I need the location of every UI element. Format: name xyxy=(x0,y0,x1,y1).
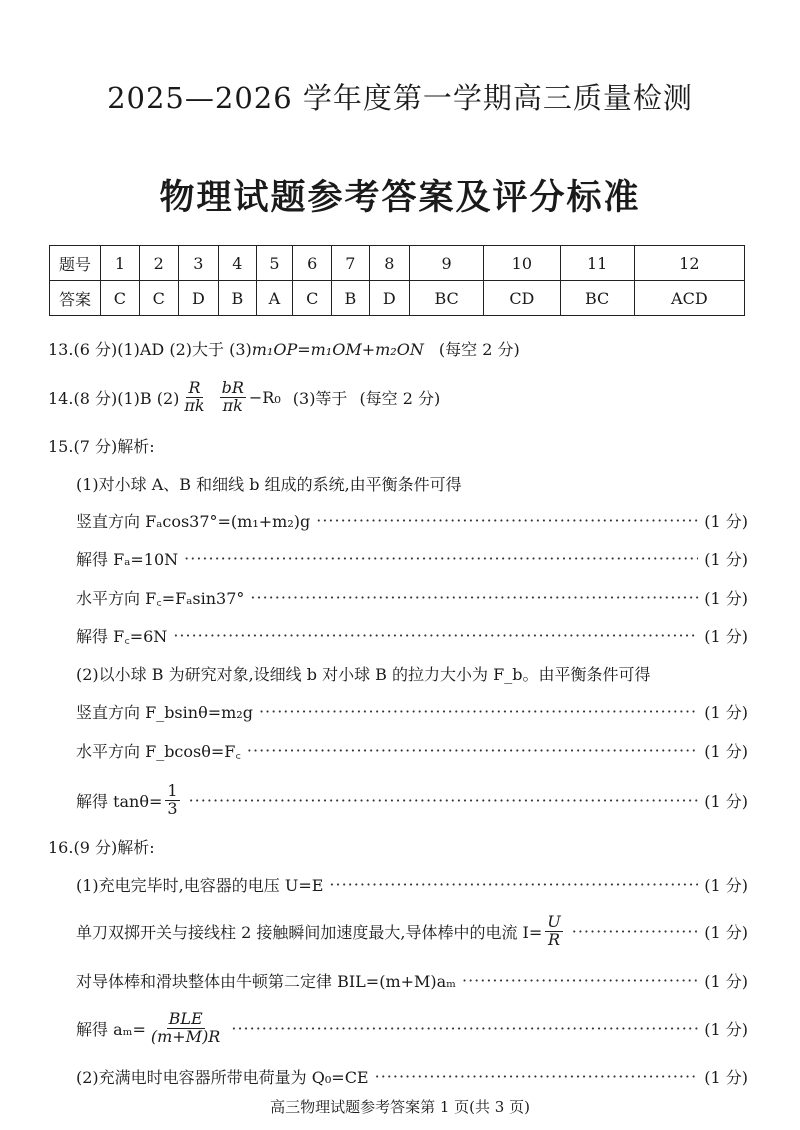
fraction-numerator: bR xyxy=(221,378,244,397)
step-text: 解得 aₘ= xyxy=(76,1019,146,1039)
q14-fraction-1 xyxy=(182,380,206,415)
step-text: 单刀双掷开关与接线柱 2 接触瞬间加速度最大,导体棒中的电流 I= xyxy=(76,922,543,942)
points-label: (1 分) xyxy=(704,791,748,811)
table-cell: 6 xyxy=(293,246,332,281)
points-label: (1 分) xyxy=(704,550,748,569)
points-label: (1 分) xyxy=(704,876,748,895)
table-cell: C xyxy=(139,281,178,316)
table-cell: 2 xyxy=(139,246,178,281)
q15-step xyxy=(76,700,748,723)
fraction-denominator: 3 xyxy=(167,798,178,818)
q16-step xyxy=(76,910,748,952)
step-text: 竖直方向 Fₐcos37°=(m₁+m₂)g xyxy=(76,512,311,531)
leader-dots xyxy=(184,549,698,568)
step-text: (1)充电完毕时,电容器的电压 U=E xyxy=(76,876,324,895)
table-cell: D xyxy=(369,281,410,316)
points-label: (1 分) xyxy=(704,512,748,531)
q16-step xyxy=(76,969,748,992)
q13-formula: m₁OP=m₁OM+m₂ON xyxy=(251,340,424,359)
fraction-denominator: πk xyxy=(184,395,205,415)
fraction-numerator: BLE xyxy=(168,1008,203,1028)
document-subtitle: 物理试题参考答案及评分标准 xyxy=(159,177,641,218)
q15-part1-intro: (1)对小球 A、B 和细线 b 组成的系统,由平衡条件可得 xyxy=(76,475,462,494)
leader-dots xyxy=(375,1067,699,1086)
table-cell: 7 xyxy=(332,246,369,281)
q16-step xyxy=(76,873,748,896)
q16-heading: 16.(9 分)解析: xyxy=(48,838,155,857)
table-cell: B xyxy=(219,281,256,316)
points-label: (1 分) xyxy=(704,627,748,646)
leader-dots xyxy=(173,626,698,645)
q16-step xyxy=(76,1065,748,1088)
q15-step xyxy=(76,780,748,820)
step-text: 解得 tanθ= xyxy=(76,791,163,811)
step-text: 解得 F꜀=6N xyxy=(76,627,168,646)
points-label: (1 分) xyxy=(704,589,748,608)
q15-step xyxy=(76,509,748,532)
q15-step xyxy=(76,547,748,570)
fraction-denominator: (m+M)R xyxy=(150,1026,221,1046)
q15-step xyxy=(76,739,748,762)
points-label: (1 分) xyxy=(704,1068,748,1087)
step-text: 水平方向 F_bcosθ=F꜀ xyxy=(76,742,241,761)
exam-title: 2025—2026 学年度第一学期高三质量检测 xyxy=(107,81,693,115)
table-cell: BC xyxy=(560,281,634,316)
q14-note: (每空 2 分) xyxy=(359,388,441,408)
table-cell: 10 xyxy=(484,246,560,281)
q15-heading: 15.(7 分)解析: xyxy=(48,437,155,456)
table-cell: 11 xyxy=(560,246,634,281)
q14-fraction-2 xyxy=(220,380,246,415)
leader-dots xyxy=(462,971,698,990)
leader-dots xyxy=(189,791,699,810)
question-number-row xyxy=(50,246,745,281)
tan-fraction xyxy=(165,780,179,818)
table-cell: 9 xyxy=(410,246,484,281)
points-label: (1 分) xyxy=(704,1019,748,1039)
leader-dots xyxy=(572,922,698,941)
acceleration-fraction xyxy=(149,1008,223,1046)
q13-prefix: 13.(6 分)(1)AD (2)大于 (3) xyxy=(48,340,252,359)
q15-step xyxy=(76,624,748,647)
table-cell: A xyxy=(256,281,293,316)
leader-dots xyxy=(250,588,698,607)
fraction-numerator: U xyxy=(547,911,561,931)
leader-dots xyxy=(316,511,698,530)
answer-table xyxy=(49,245,745,316)
points-label: (1 分) xyxy=(704,972,748,991)
table-cell: 5 xyxy=(256,246,293,281)
fraction-numerator: R xyxy=(188,378,201,397)
table-cell: 12 xyxy=(634,246,744,281)
leader-dots xyxy=(247,741,698,760)
q15-part2-intro: (2)以小球 B 为研究对象,设细线 b 对小球 B 的拉力大小为 F_b。由平衡条件可得 xyxy=(76,665,651,684)
q14-line xyxy=(48,380,440,415)
points-label: (1 分) xyxy=(704,742,748,761)
step-text: 水平方向 F꜀=Fₐsin37° xyxy=(76,589,245,608)
table-cell: ACD xyxy=(634,281,744,316)
q16-step xyxy=(76,1006,748,1050)
table-cell: 3 xyxy=(178,246,219,281)
points-label: (1 分) xyxy=(704,703,748,722)
step-text: 解得 Fₐ=10N xyxy=(76,550,179,569)
q13-line xyxy=(48,337,520,360)
table-cell: B xyxy=(332,281,369,316)
current-fraction xyxy=(545,911,562,949)
q14-prefix: 14.(8 分)(1)B (2) xyxy=(48,388,180,408)
table-cell: C xyxy=(293,281,332,316)
leader-dots xyxy=(259,702,698,721)
q14-part3: (3)等于 xyxy=(292,388,348,408)
step-text: 竖直方向 F_bsinθ=m₂g xyxy=(76,703,253,722)
table-cell: 4 xyxy=(219,246,256,281)
table-cell: D xyxy=(178,281,219,316)
leader-dots xyxy=(329,875,698,894)
fraction-denominator: πk xyxy=(222,395,243,415)
step-text: (2)充满电时电容器所带电荷量为 Q₀=CE xyxy=(76,1068,369,1087)
step-text: 对导体棒和滑块整体由牛顿第二定律 BIL=(m+M)aₘ xyxy=(76,972,456,991)
table-cell: 8 xyxy=(369,246,410,281)
q15-step xyxy=(76,586,748,609)
table-cell: 1 xyxy=(101,246,140,281)
q13-note: (每空 2 分) xyxy=(438,340,520,359)
fraction-numerator: 1 xyxy=(167,780,178,800)
answer-row xyxy=(50,281,745,316)
table-cell: CD xyxy=(484,281,560,316)
points-label: (1 分) xyxy=(704,922,748,942)
row-label: 题号 xyxy=(50,246,101,281)
table-cell: BC xyxy=(410,281,484,316)
page-footer: 高三物理试题参考答案第 1 页(共 3 页) xyxy=(270,1098,530,1116)
q14-minus-r0: −R₀ xyxy=(248,387,281,407)
table-cell: C xyxy=(101,281,140,316)
fraction-denominator: R xyxy=(547,929,561,949)
leader-dots xyxy=(231,1019,698,1038)
row-label: 答案 xyxy=(50,281,101,316)
